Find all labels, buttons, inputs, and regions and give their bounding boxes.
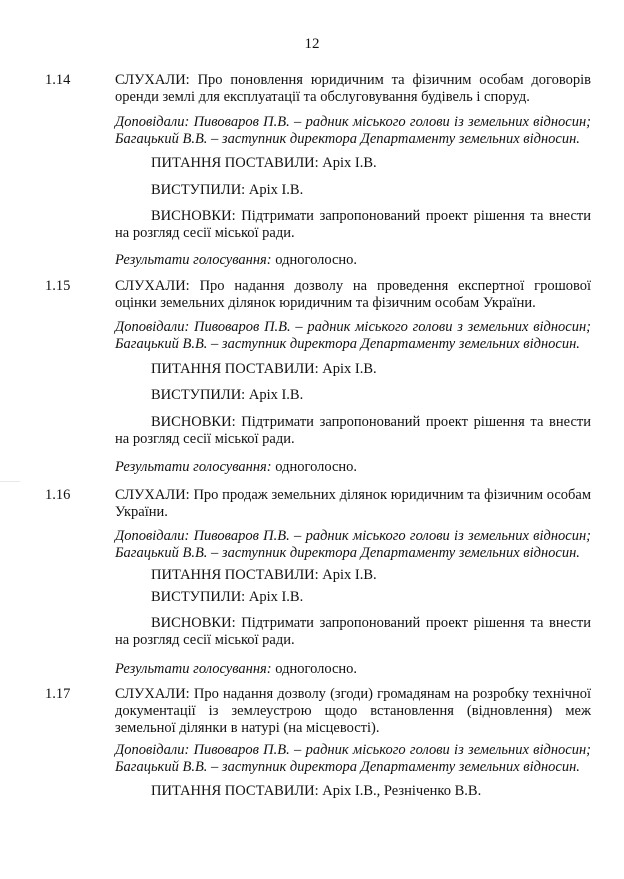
- voting-text: одноголосно.: [275, 252, 358, 268]
- reporters-text: Доповідали: Пивоваров П.В. – радник міського голови із земельних відносин; Багацький В.В. – заступник директора Департаменту земельних відносин.: [115, 114, 591, 147]
- voting-label: Результати голосування:: [115, 459, 272, 475]
- questions-paragraph: [151, 361, 591, 378]
- heard-paragraph: [115, 686, 591, 737]
- questions-label: ПИТАННЯ ПОСТАВИЛИ:: [151, 783, 319, 799]
- voting-text: одноголосно.: [275, 459, 358, 475]
- reporters-text: Доповідали: Пивоваров П.В. – радник міського голови із земельних відносин; Багацький В.В. – заступник директора Департаменту земельних відносин.: [115, 528, 591, 561]
- conclusions-paragraph: [115, 208, 591, 242]
- spoke-text: Аріх І.В.: [248, 387, 304, 403]
- heard-paragraph: [115, 487, 591, 521]
- heard-text: Про надання дозволу (згоди) громадянам на розробку технічної документації із землеустрою щодо встановлення (відновлення) меж земельної ділянки в натурі (на місцевості).: [115, 686, 592, 736]
- heard-text: Про продаж земельних ділянок юридичним та фізичним особам України.: [115, 487, 592, 520]
- spoke-text: Аріх І.В.: [248, 589, 304, 605]
- reporters-text: Доповідали: Пивоваров П.В. – радник міського голови з земельних відносин; Багацький В.В. – заступник директора Департаменту земельних відносин.: [115, 319, 591, 352]
- heard-paragraph: [115, 278, 591, 312]
- conclusions-paragraph: [115, 615, 591, 649]
- spoke-paragraph: [151, 589, 591, 606]
- conclusions-label: ВИСНОВКИ:: [151, 615, 236, 631]
- questions-text: Аріх І.В.: [322, 361, 377, 377]
- heard-label: СЛУХАЛИ:: [115, 487, 190, 503]
- heard-label: СЛУХАЛИ:: [115, 72, 190, 88]
- page-number: 12: [304, 36, 320, 52]
- scan-mark: [0, 481, 20, 482]
- item-number: 1.15: [45, 278, 71, 294]
- voting-label: Результати голосування:: [115, 252, 272, 268]
- item-number: 1.16: [45, 487, 71, 503]
- questions-text: Аріх І.В.: [322, 567, 377, 583]
- questions-label: ПИТАННЯ ПОСТАВИЛИ:: [151, 361, 319, 377]
- voting-paragraph: [115, 459, 591, 476]
- questions-text: Аріх І.В.: [322, 155, 377, 171]
- questions-paragraph: [151, 567, 591, 584]
- conclusions-paragraph: [115, 414, 591, 448]
- voting-text: одноголосно.: [275, 661, 358, 677]
- heard-paragraph: [115, 72, 591, 106]
- reporters-text: Доповідали: Пивоваров П.В. – радник міського голови із земельних відносин; Багацький В.В. – заступник директора Департаменту земельних відносин.: [115, 742, 591, 775]
- spoke-label: ВИСТУПИЛИ:: [151, 387, 246, 403]
- spoke-label: ВИСТУПИЛИ:: [151, 589, 246, 605]
- questions-label: ПИТАННЯ ПОСТАВИЛИ:: [151, 155, 319, 171]
- spoke-paragraph: [151, 387, 591, 404]
- spoke-text: Аріх І.В.: [248, 182, 304, 198]
- heard-text: Про поновлення юридичним та фізичним особам договорів оренди землі для експлуатації та обслуговування будівель і споруд.: [115, 72, 591, 105]
- questions-paragraph: [151, 783, 591, 800]
- heard-label: СЛУХАЛИ:: [115, 278, 190, 294]
- item-number: 1.17: [45, 686, 71, 702]
- conclusions-label: ВИСНОВКИ:: [151, 208, 236, 224]
- spoke-paragraph: [151, 182, 591, 199]
- conclusions-text: Підтримати запропонований проект рішення та внести на розгляд сесії міської ради.: [115, 615, 591, 648]
- conclusions-text: Підтримати запропонований проект рішення та внести на розгляд сесії міської ради.: [115, 208, 591, 241]
- questions-paragraph: [151, 155, 591, 172]
- heard-text: Про надання дозволу на проведення експертної грошової оцінки земельних ділянок юридичним та фізичним особам України.: [115, 278, 592, 311]
- questions-label: ПИТАННЯ ПОСТАВИЛИ:: [151, 567, 319, 583]
- questions-text: Аріх І.В., Резніченко В.В.: [322, 783, 482, 799]
- voting-paragraph: [115, 661, 591, 678]
- conclusions-text: Підтримати запропонований проект рішення та внести на розгляд сесії міської ради.: [115, 414, 591, 447]
- heard-label: СЛУХАЛИ:: [115, 686, 190, 702]
- conclusions-label: ВИСНОВКИ:: [151, 414, 236, 430]
- voting-label: Результати голосування:: [115, 661, 272, 677]
- voting-paragraph: [115, 252, 591, 269]
- spoke-label: ВИСТУПИЛИ:: [151, 182, 246, 198]
- item-number: 1.14: [45, 72, 71, 88]
